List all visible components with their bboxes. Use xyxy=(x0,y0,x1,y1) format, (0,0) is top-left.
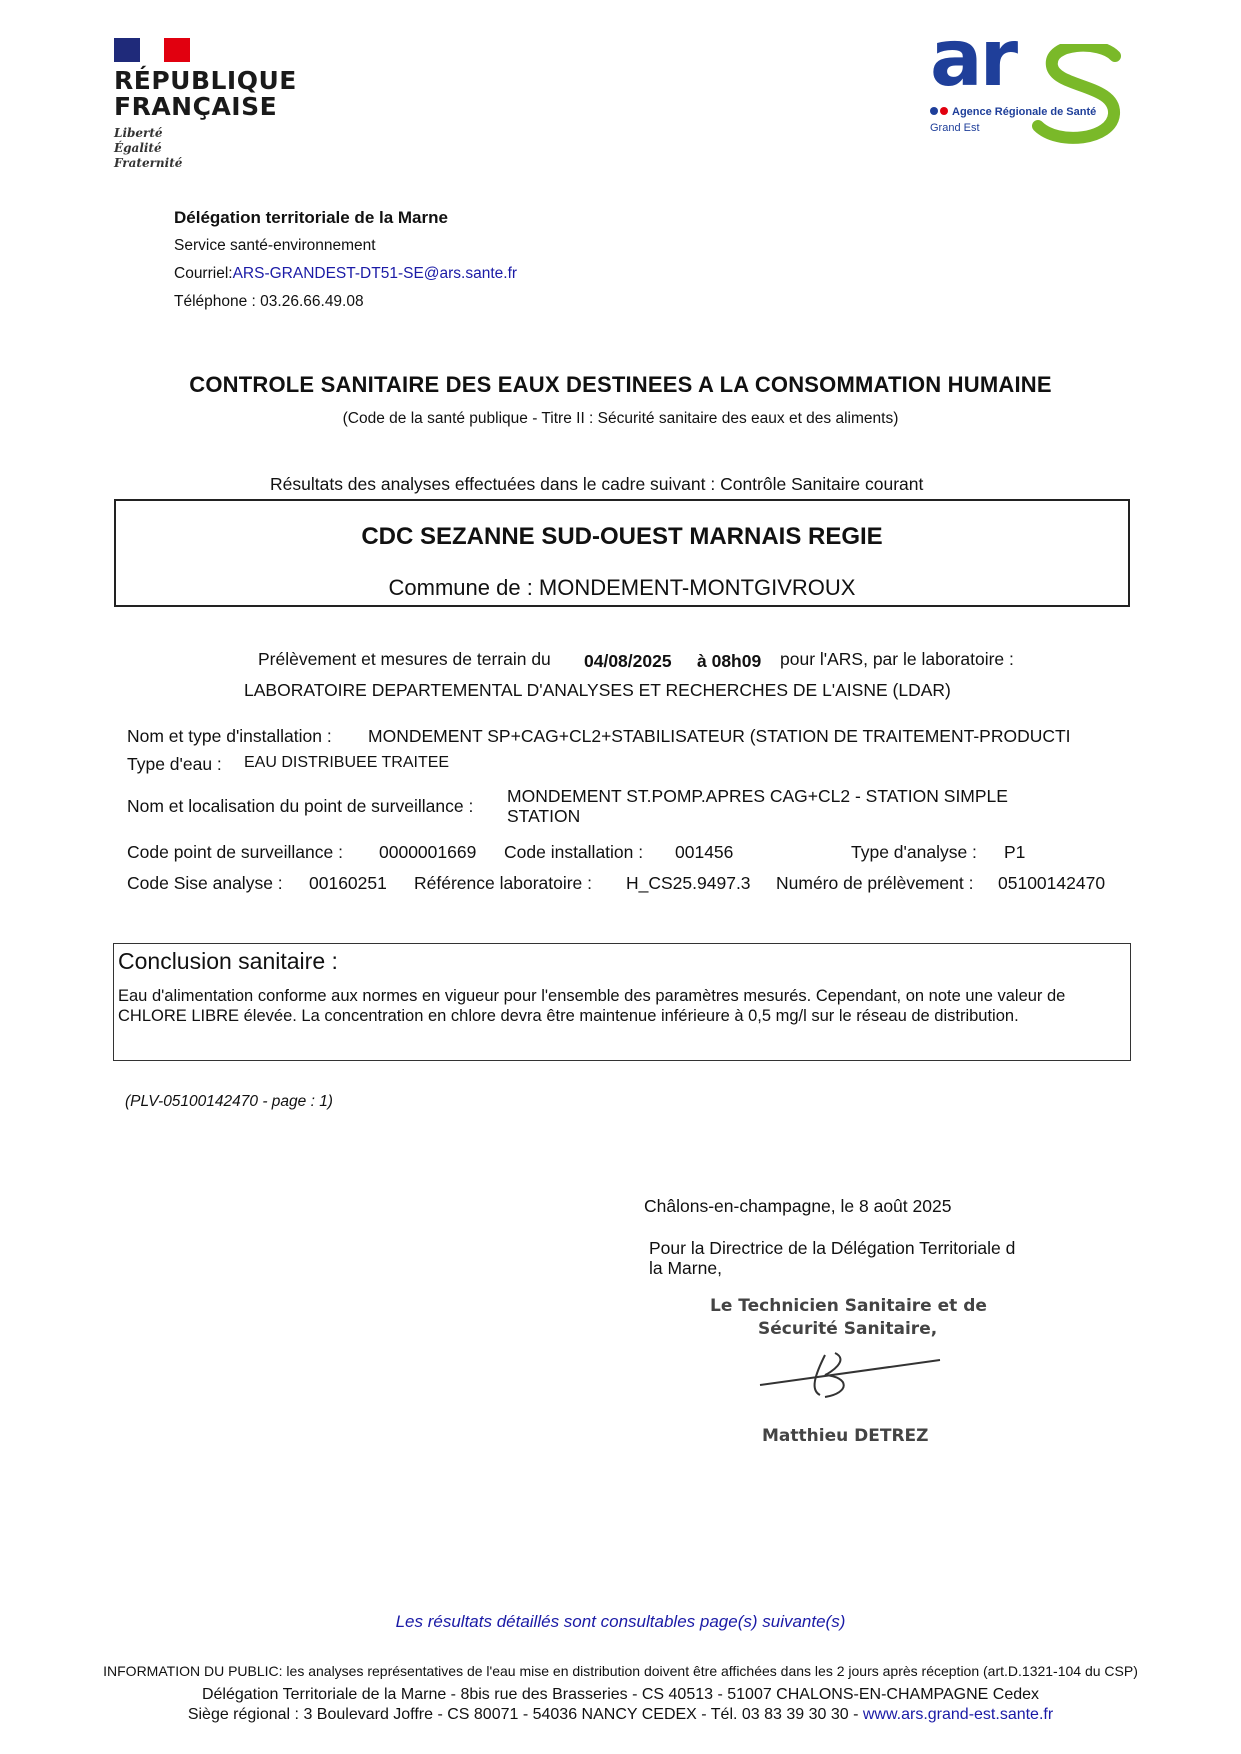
installation-label: Nom et type d'installation : xyxy=(127,726,332,746)
cadre-analyse: Résultats des analyses effectuées dans le cadre suivant : Contrôle Sanitaire courant xyxy=(270,474,924,494)
prelevement-suite: pour l'ARS, par le laboratoire : xyxy=(780,649,1014,669)
entity-commune: Commune de : MONDEMENT-MONTGIVROUX xyxy=(388,575,856,600)
type-eau-label: Type d'eau : xyxy=(127,754,222,774)
handwritten-signature-icon xyxy=(755,1345,945,1405)
type-analyse-value: P1 xyxy=(1004,842,1026,862)
pour-line-1: Pour la Directrice de la Délégation Territoriale d xyxy=(649,1238,1016,1258)
code-installation-label: Code installation : xyxy=(504,842,644,862)
footer-address-1: Délégation Territoriale de la Marne - 8bis rue des Brasseries - CS 40513 - 51007 CHALONS-EN-CHAMPAGNE Cedex xyxy=(201,1686,1040,1703)
code-point-label: Code point de surveillance : xyxy=(127,842,343,862)
signatory-function-1: Le Technicien Sanitaire et de xyxy=(710,1296,987,1316)
courriel-line: Courriel:ARS-GRANDEST-DT51-SE@ars.sante.fr xyxy=(174,265,518,282)
point-label: Nom et localisation du point de surveillance : xyxy=(127,796,474,816)
ars-word: ar xyxy=(930,14,1016,104)
footer-address-2: Siège régional : 3 Boulevard Joffre - CS 80071 - 54036 NANCY CEDEX - Tél. 03 83 39 30 30 - www.ars.grand-est.sante.fr xyxy=(187,1706,1054,1723)
website-link[interactable]: www.ars.grand-est.sante.fr xyxy=(862,1706,1054,1723)
courriel-link[interactable]: ARS-GRANDEST-DT51-SE@ars.sante.fr xyxy=(232,265,518,282)
header-contact xyxy=(174,204,517,316)
service-name: Service santé-environnement xyxy=(174,237,376,254)
page-reference: (PLV-05100142470 - page : 1) xyxy=(125,1093,333,1110)
code-installation-value: 001456 xyxy=(675,842,734,862)
conclusion-box xyxy=(113,943,1131,1061)
ref-labo-label: Référence laboratoire : xyxy=(414,873,593,893)
delegation-name: Délégation territoriale de la Marne xyxy=(174,208,448,227)
pour-line-2: la Marne, xyxy=(649,1258,722,1278)
type-analyse-label: Type d'analyse : xyxy=(851,842,977,862)
rf-motto: Liberté Égalité Fraternité xyxy=(114,126,183,170)
conclusion-text: Eau d'alimentation conforme aux normes en vigueur pour l'ensemble des paramètres mesurés. Cependant, on note une valeur de CHLORE LIBRE élevée. La concentration en chlore devra être maintenue inférieure à 0,5 mg/l sur le réseau de distribution. xyxy=(118,987,1066,1025)
document-title: CONTROLE SANITAIRE DES EAUX DESTINEES A LA CONSOMMATION HUMAINE xyxy=(189,372,1052,397)
prelevement-heure: à 08h09 xyxy=(697,651,762,671)
ars-logo xyxy=(930,14,1130,154)
num-prelevement-label: Numéro de prélèvement : xyxy=(776,873,974,893)
rf-logo-text: RÉPUBLIQUE FRANÇAISE xyxy=(114,66,297,121)
republique-francaise-logo xyxy=(114,38,297,171)
prelevement-intro: Prélèvement et mesures de terrain du xyxy=(258,649,551,669)
type-eau-value: EAU DISTRIBUEE TRAITEE xyxy=(244,754,450,771)
code-sise-label: Code Sise analyse : xyxy=(127,873,283,893)
details-link[interactable]: Les résultats détaillés sont consultables page(s) suivante(s) xyxy=(395,1612,846,1631)
place-date: Châlons-en-champagne, le 8 août 2025 xyxy=(644,1196,952,1216)
num-prelevement-value: 05100142470 xyxy=(998,873,1106,893)
entity-name: CDC SEZANNE SUD-OUEST MARNAIS REGIE xyxy=(361,523,883,550)
prelevement-date: 04/08/2025 xyxy=(584,651,672,671)
signatory-name: Matthieu DETREZ xyxy=(762,1426,929,1446)
telephone-line: Téléphone : 03.26.66.49.08 xyxy=(174,293,364,310)
conclusion-heading: Conclusion sanitaire : xyxy=(118,948,338,974)
marianne-flag-icon xyxy=(114,38,190,62)
entity-box xyxy=(114,499,1130,607)
code-point-value: 0000001669 xyxy=(379,842,477,862)
point-value-1: MONDEMENT ST.POMP.APRES CAG+CL2 - STATION SIMPLE xyxy=(507,786,1008,806)
point-value-2: STATION xyxy=(507,806,581,826)
signatory-function-2: Sécurité Sanitaire, xyxy=(758,1319,938,1339)
ref-labo-value: H_CS25.9497.3 xyxy=(626,873,751,893)
laboratoire-name: LABORATOIRE DEPARTEMENTAL D'ANALYSES ET RECHERCHES DE L'AISNE (LDAR) xyxy=(244,680,951,700)
code-sise-value: 00160251 xyxy=(309,873,387,893)
ars-agency: Agence Régionale de Santé xyxy=(930,106,1096,118)
installation-value: MONDEMENT SP+CAG+CL2+STABILISATEUR (STATION DE TRAITEMENT-PRODUCTI xyxy=(368,726,1071,746)
info-public: INFORMATION DU PUBLIC: les analyses représentatives de l'eau mise en distribution doivent être affichées dans les 2 jours après réception (art.D.1321-104 du CSP) xyxy=(103,1663,1138,1679)
document-subtitle: (Code de la santé publique - Titre II : Sécurité sanitaire des eaux et des aliments) xyxy=(342,410,899,427)
ars-region: Grand Est xyxy=(930,122,980,134)
